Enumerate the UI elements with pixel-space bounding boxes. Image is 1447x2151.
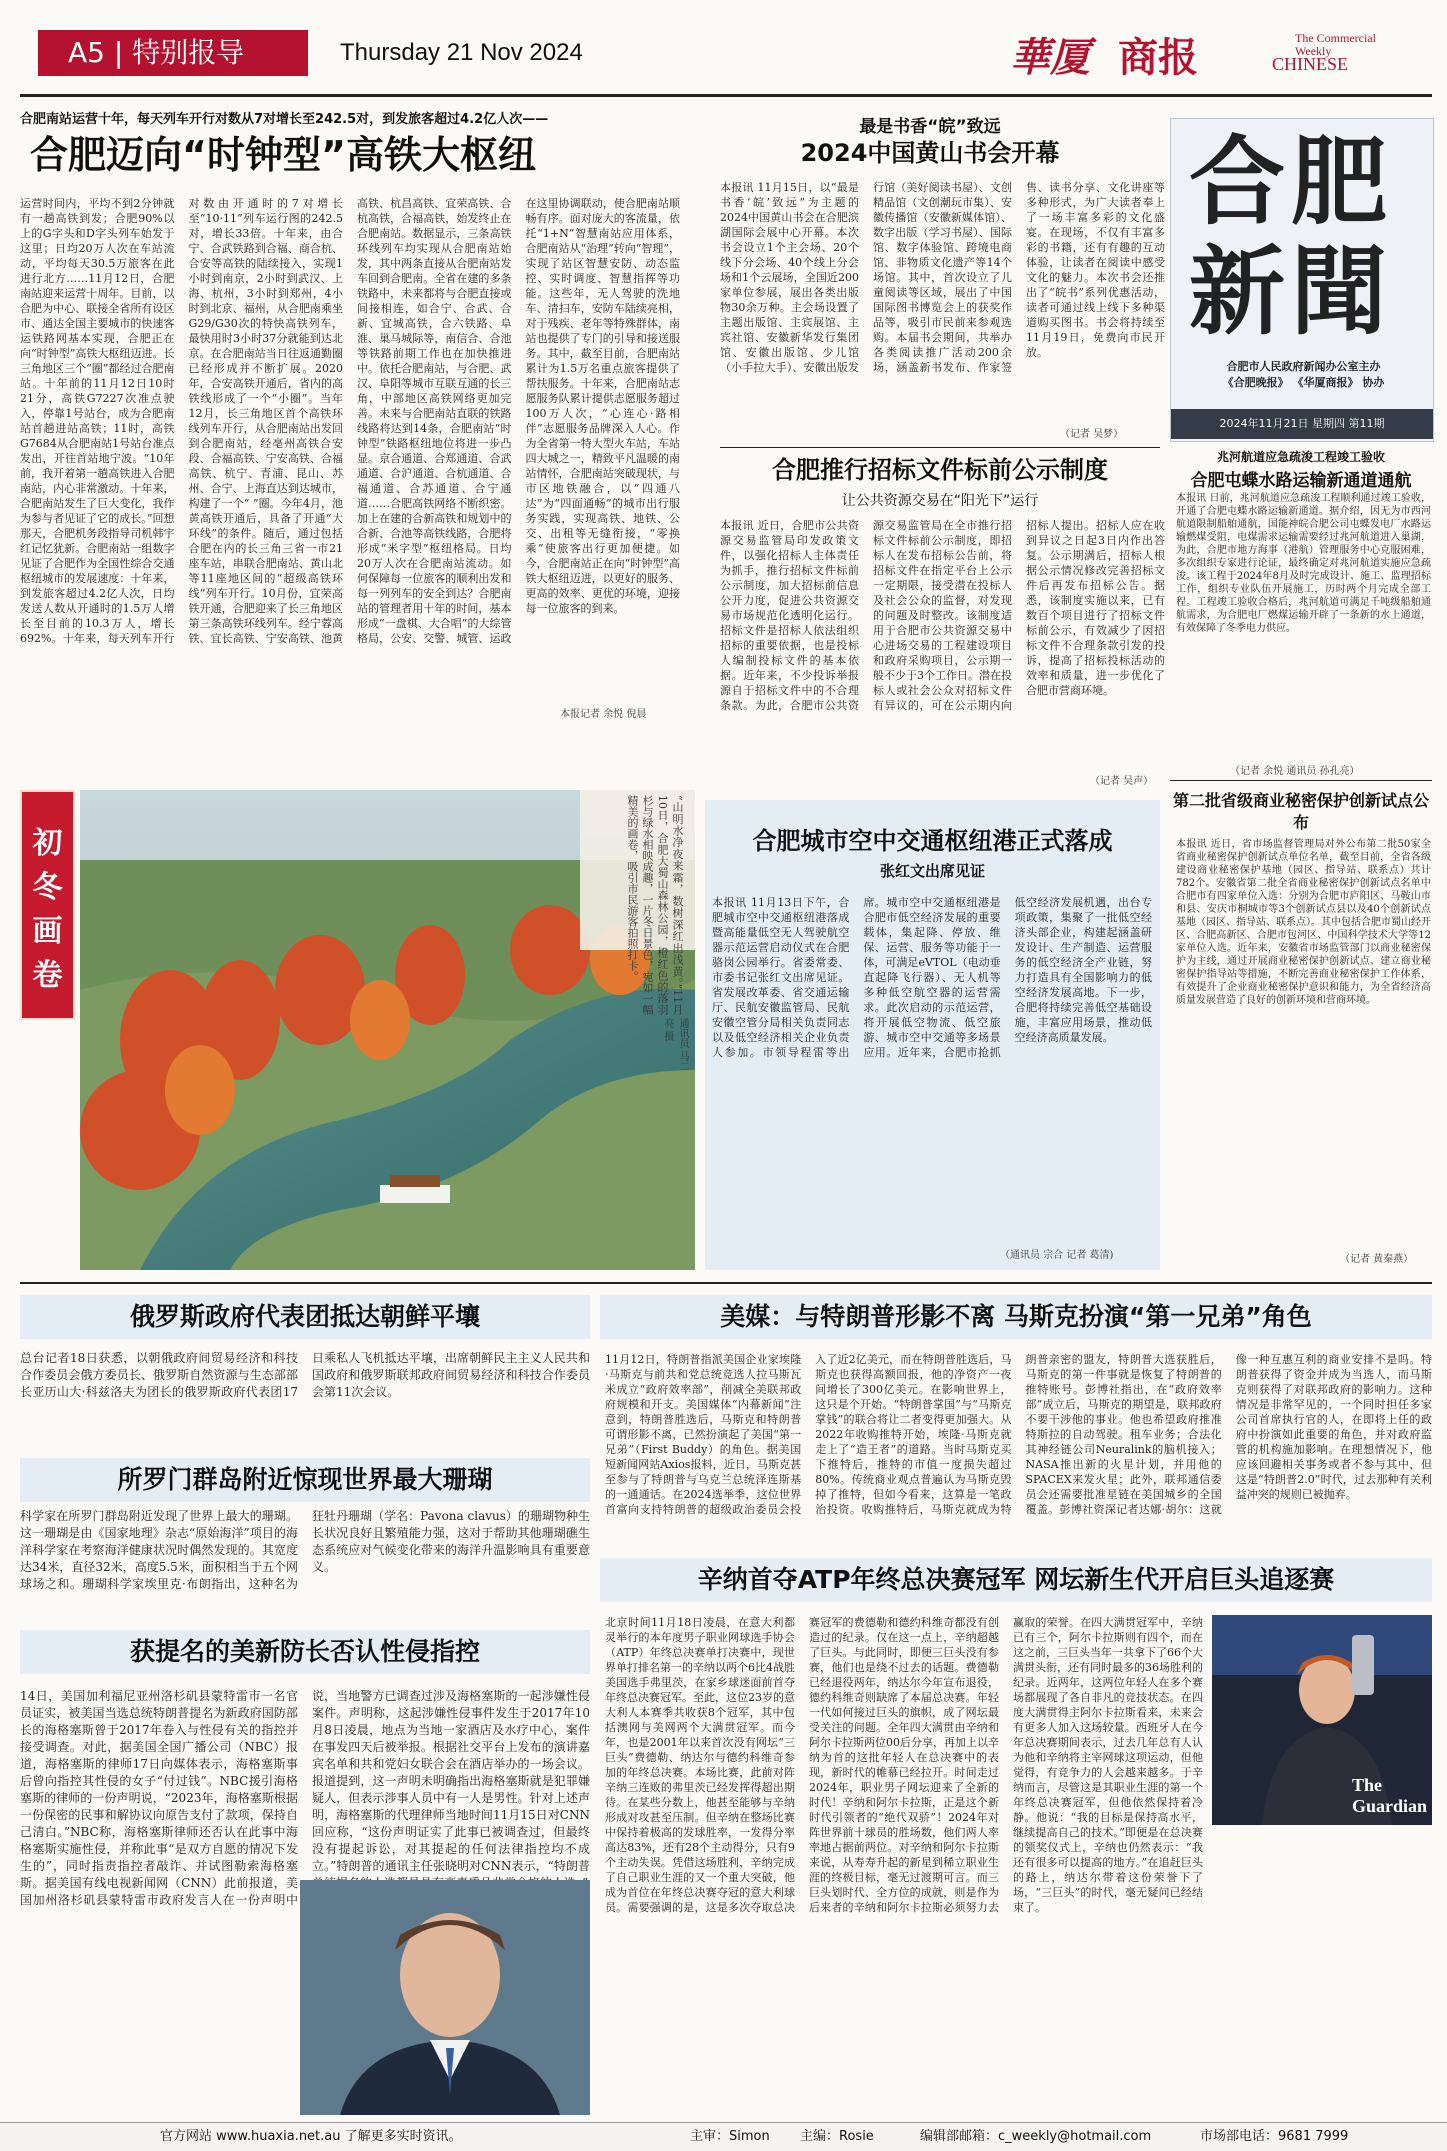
logo-text-en-2: CHINESE: [1272, 54, 1348, 74]
art4-body: 本报讯 11月13日下午，合肥城市空中交通枢纽港落成暨高能量低空无人驾驶航空器示范运营启动仪式在合肥骆岗公园举行。省委常委、市委书记张红文出席见证。省发展改革委、省交通运输厅、民航安徽监管局、民航安徽空管分局相关负责同志以及低空经济相关企业负责人参加。市领导程雷等出席。城市空中交通枢纽港是合肥市低空经济发展的重要载体，集起降、停放、维保、运营、服务等功能于一体，可满足eVTOL（电动垂直起降飞行器）、无人机等多种低空航空器的运营需求。此次启动的示范运营，将开展低空物流、低空旅游、城市空中交通等多场景应用。近年来，合肥市抢抓低空经济发展机遇，出台专项政策，集聚了一批低空经济头部企业，构建起涵盖研发设计、生产制造、运营服务的低空经济全产业链，努力打造具有全国影响力的低空经济发展高地。下一步，合肥将持续完善低空基础设施，丰富应用场景，推动低空经济高质量发展。: [712, 896, 1152, 1059]
art6-body: 本报讯 近日，省市场监督管理局对外公布第二批50家全省商业秘密保护创新试点单位名单，截至目前，全省各级建设商业秘密保护基地（园区、指导站、联系点）共计782个。安徽省第二批全省商业秘密保护创新试点名单中合肥市有四家单位入选：分别为合肥市庐阳区、马鞍山市和县、安庆市桐城市等3个创新试点县以及40个创新试点基地（园区、指导站、联系点）。其中包括合肥市蜀山经开区、合肥高新区、合肥市包河区、中国科学技术大学等12家单位入选。近年来，安徽省市场监管部门以商业秘密保护为主线，通过开展商业秘密保护创新试点、建立商业秘密保护指导站等措施，不断完善商业秘密保护工作体系，有效提升了企业商业秘密保护意识和能力，为全省经济高质量发展营造了良好的创新环境和营商环境。: [1176, 839, 1431, 1006]
section-tab: A5 | 特别报导: [38, 30, 308, 76]
photo-credit: 通讯员 马二亮 摄: [662, 1018, 688, 1072]
logo-text-cn2: 商报: [1118, 35, 1198, 81]
footer-bar: [0, 2122, 1447, 2151]
footer-editor: 主审：Simon: [690, 2129, 770, 2144]
art5-kicker: 兆河航道应急疏浚工程竣工验收: [1216, 450, 1385, 464]
art1-byline: 本报记者 余悦 倪晨: [560, 709, 647, 720]
art8-headline: 所罗门群岛附近惊现世界最大珊瑚: [20, 1458, 590, 1502]
art6-rule: [1170, 780, 1432, 781]
art1-kicker: 合肥南站运营十年，每天列车开行对数从7对增长至242.5对，到发旅客超过4.2亿人次——: [20, 112, 549, 127]
footer-phone: 市场部电话：9681 7999: [1200, 2129, 1349, 2144]
art8-body: 科学家在所罗门群岛附近发现了世界上最大的珊瑚。这一珊瑚是由《国家地理》杂志“原始海洋”项目的海洋科学家在考察海洋健康状况时偶然发现的。其宽度达34米，直径32米，高度5.5米，面积相当于五个网球场之和。珊瑚科学家埃里克·布朗指出，这种名为狂牡丹珊瑚（学名：Pavona clavus）的珊瑚物种生长状况良好且繁殖能力强，这对于帮助其他珊瑚礁生态系统应对气候变化带来的海洋升温影响具有重要意义。: [20, 1509, 590, 1591]
masthead-sponsor: 合肥市人民政府新闻办公室主办 《合肥晚报》 《华厦商报》 协办: [1222, 360, 1385, 389]
masthead-date: 2024年11月21日 星期四 第11期: [1171, 409, 1433, 439]
art3-body: 本报讯 近日，合肥市公共资源交易监管局印发政策文件，以强化招标人主体责任为抓手，推行招标文件标前公示制度，加大招标前信息公开力度，促进公共资源交易市场规范化透明化运行。招标文件是招标人依法组织招标的重要依据，也是投标人编制投标文件的基本依据。近年来，不少投诉举报源自于招标文件中的不合理条款。为此，合肥市公共资源交易监管局在全市推行招标文件标前公示制度，即招标人在发布招标公告前，将招标文件在指定平台上公示一定期限，接受潜在投标人及社会公众的监督，对发现的问题及时整改。该制度适用于合肥市公共资源交易中心进场交易的工程建设项目和政府采购项目，公示期一般不少于3个工作日。潜在投标人或社会公众对招标文件有异议的，可在公示期内向招标人提出。招标人应在收到异议之日起3日内作出答复。公示期满后，招标人根据公示情况修改完善招标文件后再发布招标公告。据悉，该制度实施以来，已有数百个项目进行了招标文件标前公示，有效减少了因招标文件不合理条款引发的投诉，提高了招标投标活动的效率和质量，进一步优化了合肥市营商环境。: [720, 519, 1165, 712]
art2-headline: 2024中国黄山书会开幕: [800, 139, 1060, 167]
art4-subhead: 张红文出席见证: [879, 862, 985, 880]
art3-byline: （记者 吴声）: [1090, 776, 1154, 787]
art11-body: 北京时间11月18日凌晨，在意大利都灵举行的本年度男子职业网球选手协会（ATP）年终总决赛单打决赛中，现世界单打排名第一的辛纳以两个6比4战胜美国选手弗里茨，在家乡球迷面前首夺年终总决赛冠军。至此，这位23岁的意大利人本赛季共收获8个冠军，其中包括澳网与美网两个大满贯冠军。而今年，也是2001年以来首次没有网坛“三巨头”费德勒、纳达尔与德约科维奇参加的年终总决赛。本场比赛，此前对阵辛纳三连败的弗里茨已经发挥得超出期待。在某些分数上，他甚至能够与辛纳形成对攻甚至压制。但辛纳在整场比赛中保持着极高的发球胜率，一发得分率高达83%，还有28个主动得分，只有9个主动失误。凭借这场胜利，辛纳完成了自己职业生涯的又一个重大突破，他成为首位在年终总决赛夺冠的意大利球员。需要强调的是，这是多次夺取总决赛冠军的费德勒和德约科维奇都没有创造过的纪录。仅在这一点上，辛纳超越了巨头。与此同时，即便三巨头没有参赛，他们也是绕不过去的话题。费德勒已经退役两年，纳达尔今年宣布退役，德约科维奇则缺席了本届总决赛。年轻一代如何接过巨头的旗帜，成了网坛最受关注的问题。全年四大满贯由辛纳和阿尔卡拉斯两位00后分享，再加上以辛纳为首的这批年轻人在总决赛中的表现，新时代的帷幕已经拉开。时间走过2024年，职业男子网坛迎来了全新的时代！辛纳和阿尔卡拉斯，正是这个新时代引领者的“绝代双骄”！2024年对阵世界前十球员的胜场数，他们两人率率地占据前两位。对辛纳和阿尔卡拉斯来说，从寿寿升起的新星到稀立职业生涯的终极目标，毫无过渡期可言。而三巨头划时代、全方位的成就，则是作为后来者的辛纳和阿尔卡拉斯必须努力去赢取的荣誉。在四大满贯冠军中，辛纳已有三个，阿尔卡拉斯则有四个，而在这之前，三巨头当年一共拿下了66个大满贯头衔，还有同时最多的36场胜利的纪录。近两年，这两位年轻人在多个赛场都展现了各自非凡的竞技状态。在四度大满贯得主阿尔卡拉斯看来，未来会有更多人加入这场较量。西班牙人在今年总决赛期间表示，过去几年总有人认为他和辛纳将主宰网球这项运动，但他觉得，有竞争力的人会越来越多。于辛纳而言，尽管这是其职业生涯的第一个年终总决赛冠军，但他依然保持着冷静。他说：“我的目标是保持高水平，继续提高自己的技术。”即便是在总决赛的领奖仪式上，辛纳也仍然表示：“我还有很多可以提高的地方。”在追赶巨头的路上，纳达尔带着这份荣誉下了场，“三巨头”的时代，毫无疑问已经结束了。: [605, 1616, 1203, 1914]
sinner-photo: [1212, 1615, 1432, 1825]
art7-headline: 俄罗斯政府代表团抵达朝鲜平壤: [20, 1295, 590, 1339]
photo-poem-caption: “山明水净夜来霜，数树深红出浅黄。”11月10日，合肥大蜀山森林公园，橙红色的落羽杉与绿水相映成趣，一片冬日景色，宛如一幅精美的画卷，吸引市民游客拍照打卡。: [626, 795, 684, 1015]
logo-text-en-1: The Commercial Weekly: [1295, 31, 1376, 58]
art3-rule: [720, 447, 1160, 448]
art3-subhead: 让公共资源交易在“阳光下”运行: [841, 493, 1039, 509]
art5-byline: （记者 余悦 通讯员 孙孔亮）: [1230, 766, 1360, 777]
art1-headline: 合肥迈向“时钟型”高铁大枢纽: [30, 133, 536, 177]
art7-body: 总台记者18日获悉，以朝俄政府间贸易经济和科技合作委员会俄方委员长、俄罗斯自然资源与生态部部长亚历山大·科兹洛夫为团长的俄罗斯政府代表团17日乘私人飞机抵达平壤，出席朝鲜民主主义人民共和国政府和俄罗斯联邦政府间贸易经济和科技合作委员会第11次会议。: [20, 1351, 590, 1399]
art10-headline: 美媒：与特朗普形影不离 马斯克扮演“第一兄弟”角色: [600, 1295, 1432, 1339]
art6-headline: 第二批省级商业秘密保护创新试点公布: [1172, 791, 1429, 832]
art4-headline: 合肥城市空中交通枢纽港正式落成: [752, 827, 1113, 855]
art9-body: 14日，美国加利福尼亚州洛杉矶县蒙特雷市一名官员证实，被美国当选总统特朗普提名为新政府国防部长的海格塞斯曾于2017年卷入与性侵有关的指控并接受调查。对此，据美国全国广播公司（NBC）报道，海格塞斯的律师17日向媒体表示，海格塞斯事后曾向指控其性侵的女子“付过钱”。NBC援引海格塞斯的律师的一份声明说，“2023年，海格塞斯根据一份保密的民事和解协议向原告支付了款项，保持自己清白。”NBC称，海格塞斯律师还否认在此事中海格塞斯实施性侵，并称此事“是双方自愿的情况下发生的”，同时指责指控者敲诈、并试图勒索海格塞斯。据美国有线电视新闻网（CNN）此前报道，美国加州洛杉矶县蒙特雷市政府发言人在一份声明中说，当地警方已调查过涉及海格塞斯的一起涉嫌性侵案件。声明称，这起涉嫌性侵事件发生于2017年10月8日凌晨，地点为当地一家酒店及水疗中心，案件在事发四天后被举报。根据社交平台上发布的演讲嘉宾名单和共和党妇女联合会在酒店举办的一场会议。报道提到，这一声明未明确指出海格塞斯就是犯罪嫌疑人，但表示涉事人员中有一人是男性。针对上述声明，海格塞斯的代理律师当地时间11月15日对CNN回应称，“这份声明证实了此事已被调查过，但最终没有提起诉讼，对其提起的任何法律指控均不成立。”特朗普的通讯主任张晓明对CNN表示，“特朗普: [20, 1689, 590, 1907]
hegseth-photo: [300, 1880, 590, 2115]
issue-date: Thursday 21 Nov 2024: [340, 39, 583, 66]
art6-byline: （记者 黄秦燕）: [1340, 1254, 1414, 1265]
photo-vertical-title: 初冬画卷: [20, 790, 75, 1020]
masthead-title: 合肥新聞: [1189, 125, 1393, 348]
footer-email[interactable]: 编辑部邮箱：c_weekly@hotmail.com: [920, 2129, 1152, 2144]
newspaper-logo: [1010, 26, 1430, 80]
art10-body: 11月12日，特朗普指派美国企业家埃隆·马斯克与前共和党总统竞选人拉马斯瓦米成立“政府效率部”，削减全美联邦政府规模和开支。美国媒体“内幕新闻”注意到，特朗普胜选后，马斯克和特朗普可谓形影不离，已然扮演起了美国“第一兄弟”（First Buddy）的角色。据美国短新闻网站Axios报料，近日，马斯克甚至参与了特朗普与乌克兰总统泽连斯基的一通通话。在2024选举季，这位世界首富向支持特朗普的超级政治委员会投入了近2亿美元，而在特朗普胜选后，马斯克也获得高额回报，他的净资产一夜间增长了300亿美元。在影响世界上，这只是个开始。“特朗普掌国”与“马斯克掌钱”的联合将让二者变得更加强大。从2022年收购推特开始，埃隆·马斯克就走上了“造王者”的道路。当时马斯克买下推特后，推特的市值一度损失超过80%。传统商业观点普遍认为马斯克毁掉了推特，但如今看来，这算是一笔政治投资。收购推特后，马斯克就成为特朗普亲密的盟友，特朗普大选获胜后，马斯克的第一件事就是恢复了特朗普的推特账号。彭博社指出，在“政府效率部”成立后，马斯克的期望是，联邦政府不要干涉他的事业。他也希望政府推准特斯拉的自动驾驶。租车业务；合法化其神经链公司Neuralink的脑机接入；NASA推出新的火星计划，并用他的SPACEX来发火星；此外，联邦通信委员会还需要批准星链在美国城乡的全国覆盖。彭博社资深记者达娜·胡尔：这就像一种互惠互利的商业安排不是吗。特朗普获得了资金并成为当选人，而马斯克则获得了对联邦政府的影响力。这种情况是非常罕见的，一个同时担任多家公司首席执行官的人，在即将上任的政府中扮演如此重要的角色，并对政府监管的机构施加影响。在理想情况下，他应该回避相关事务或者不参与其中，但这是“特朗普2.0”时代，过去那种有关利益冲突的规则已被抛弃。: [605, 1353, 1432, 1516]
guardian-logo: The Guardian: [1352, 1775, 1428, 1816]
art1-body: 运营时间内，平均不到2分钟就有一趟高铁到发；合肥90%以上的G字头和D字头列车始发于这里；日均20万人次在车站流动，平均每天30.5万旅客在此进行北方……11月12日，合肥南站迎来运营十周年。目前，以合肥为中心、联接全省所有设区市、通达全国主要城市的快速客运铁路网基本实现，合肥正在向“时钟型”高铁大枢纽迈进。长三角地区三个“圈”都经过合肥南站。十年前的11月12日10时21分，高铁G7227次准点驶入，停靠1号站台，成为合肥南站首趟进站高铁；11时，高铁G7684从合肥南站1号站台准点发出，开往首站地宁波。“10年前，我开着第一趟高铁进入合肥南站，内心非常激动。十年来，合肥南站发生了巨大变化，我作为参与者见证了它的成长。”回想那天，合肥机务段指导司机韩宇红记忆犹新。合肥南站一组数字见证了合肥作为全国性综合交通枢纽城市的发展速度：十年来，到发旅客超过4.2亿人次，日均发送人数从开通时的1.5万人增长至目前的10.3万人，增长692%。十年来，每天列车开行对数由开通时的7对增长至“10·11”列车运行图的242.5对，增长33倍。十年来，由合宁、合武铁路到合福、商合杭、合安等高铁的陆续接入，实现1小时到南京，2小时到武汉、上海、杭州，3小时到郑州，4小时到北京、福州，从合肥南乘坐G29/G30次的特快高铁列车，最快用时3小时37分就能到达北京。在合肥南站当日往返通勤圈已经形成并不断扩展。2020年，合安高铁开通后，省内的高铁线形成了一个“小圈”。当年12月，长三角地区首个高铁环线列车开行，从合肥南站出发回到合肥南站，经亳州高铁合安段、合福高铁、宁安高铁、合福高铁、杭宁、青浦、昆山、苏州、合宁、上海直达到达城市，构建了一个“ ”圈。今年4月，池黄高铁开通后，具备了开通“大环线”的条件。随后，通过包括合肥在内的长三角三省一市21座车站，串联合肥南站、黄山北等11座地区间的“超级高铁环线”列车开行。10月份，宜荣高铁开通，合肥迎来了长三角地区第三条高铁环线列车。经宁蓉高铁、宜长高铁、宁安高铁、池黄高铁、杭昌高铁、宜荣高铁、合杭高铁，合福高铁，始发终止在合肥南站。数据显示，三条高铁环线列车均实现从合肥南站始发，其中两条直接从合肥南站发车回到合肥南。全省在建的多条铁路中，未来都将与合肥直接或间接相连，如合宁、合武、合新、宜城高铁，合六铁路、阜淮、巢马城际等，南信合、合池等铁路前期工作也在加快推进中。依托合肥南站，与合肥、武汉、阜阳等城市互联互通的长三角，中部地区高铁网络更加完善。未来与合肥南站直联的铁路线路将达到14条，合肥南站“时钟型”铁路枢纽地位将进一步凸显。京合通道、合郑通道、合武通道、合沪通道、合杭通道、合福通道、合苏通道、合宁通道……合肥高铁网络不断织密。加上在建的合新高铁和规划中的合新、合池等高铁线路，合肥将形成“米字型”枢纽格局。日均20万人次在合肥南站流动。如何保障每一位旅客的顺利出发和每一列列车的安全到达？合肥南站的管理者用十年的时间，基本形成“一盘棋、大合唱”的大综管格局，公安、交警、城管、运政在这里协调联动，使合肥南站顺畅有序。面对庞大的客流量，依托“1+N”智慧南站应用体系，合肥南站从“治理”转向“智理”，实现了站区智慧安防、动态监控、实时调度、智慧指挥等功能。这些年，无人驾驶的洗地车、清扫车，安防车陆续亮相，对于残疾、老年等特殊群体，南站也提供了专门的引导和接送服务。其中，截至目前，合肥南站累计为1.5万名重点旅客提供了帮扶服务。十年来，合肥南站志愿服务队累计提供志愿服务超过100万人次，“心连心·路相伴”志愿服务品牌深入人心。作为全省第一特大型火车站，车站四大城之一，精致平凡温暖的南站情怀，合肥南站突破现状，与市区地铁融合，以“四通八达”为“四面通畅”的城市出行服务实践，实现高铁、地铁、公交、出租等无缝衔接，“零换乘”使旅客出行更加便捷。如今，合肥南站正在向“时钟型”高铁大枢纽迈进，以更好的服务、更高的效率、更优的环境，迎接每一位旅客的到来。: [20, 197, 680, 645]
hefei-news-masthead: [1170, 118, 1434, 442]
header-rule: [20, 94, 1432, 97]
logo-text-cn: 華厦: [1010, 34, 1090, 81]
person-portrait-illustration: [300, 1880, 590, 2115]
art5-headline: 合肥屯蝶水路运输新通道通航: [1190, 471, 1412, 491]
footer-website[interactable]: 官方网站 www.huaxia.net.au 了解更多实时资讯。: [160, 2129, 462, 2144]
art3-headline: 合肥推行招标文件标前公示制度: [772, 456, 1108, 484]
art4-byline: （通讯员 宗合 记者 葛清): [1000, 1250, 1114, 1261]
art5-body: 本报讯 日前，兆河航道应急疏浚工程顺利通过竣工验收，开通了合肥屯蝶水路运输新通道。据介绍，因无为市西河航道限制船舶通航，国能神皖合肥公司屯蝶发电厂水路运输燃煤受阻，电煤需求运输需要经过兆河航道进入巢湖，为此，合肥市地方海事（港航）管理服务中心克服困难，多次组织专家进行论证，最终确定对兆河航道实施应急疏浚。该工程于2024年8月及时完成设计、施工、监理招标工作，组织专业队伍开展施工，历时两个月完成全部工程。工程竣工验收合格后，兆河航道可满足千吨级船舶通航需求，为合肥电厂燃煤运输开辟了一条新的水上通道，有效保障了冬季电力供应。: [1176, 493, 1431, 634]
footer-chief: 主编：Rosie: [800, 2129, 874, 2144]
art11-headline: 辛纳首夺ATP年终总决赛冠军 网坛新生代开启巨头追逐赛: [600, 1558, 1432, 1602]
art9-headline: 获提名的美新防长否认性侵指控: [20, 1630, 590, 1674]
art2-body: 本报讯 11月15日，以“最是书香‘皖’致远”为主题的2024中国黄山书会在合肥滨湖国际会展中心开幕。本次书会设立1个主会场、20个线下分会场、40个线上分会场和1个云展场，全国近200家单位参展，展出各类出版物30余万种。主会场设置了主题出版馆、主宾展馆、主宾社馆、安徽新华发行集团馆、安徽出版馆、少儿馆（小手拉大手）、安徽出版发行馆（美好阅读书屋）、文创精品馆（文创潮玩市集）、安徽传播馆（安徽新媒体馆）、数字出版（学习书屋）、国际馆、数字体验馆、跨境电商馆、非物质文化遗产等14个场馆。其中，首次设立了儿童阅读等区域，展出了中国国际图书博览会上的获奖作品等，吸引市民前来参观选购。本届书会期间，共举办各类阅读推广活动200余场，涵盖新书发布、作家签售、读书分享、文化讲座等多种形式，为广大读者奉上了一场丰富多彩的文化盛宴。在现场，不仅有丰富多彩的书籍，还有有趣的互动体验，让读者在阅读中感受文化的魅力。本次书会还推出了“皖书”系列优惠活动，读者可通过线上线下多种渠道购买图书。书会将持续至11月19日，免费向市民开放。: [720, 181, 1165, 374]
art2-byline: （记者 吴梦）: [1060, 429, 1124, 440]
art2-kicker: 最是书香“皖”致远: [859, 117, 1001, 137]
section-divider: [20, 1282, 1432, 1284]
